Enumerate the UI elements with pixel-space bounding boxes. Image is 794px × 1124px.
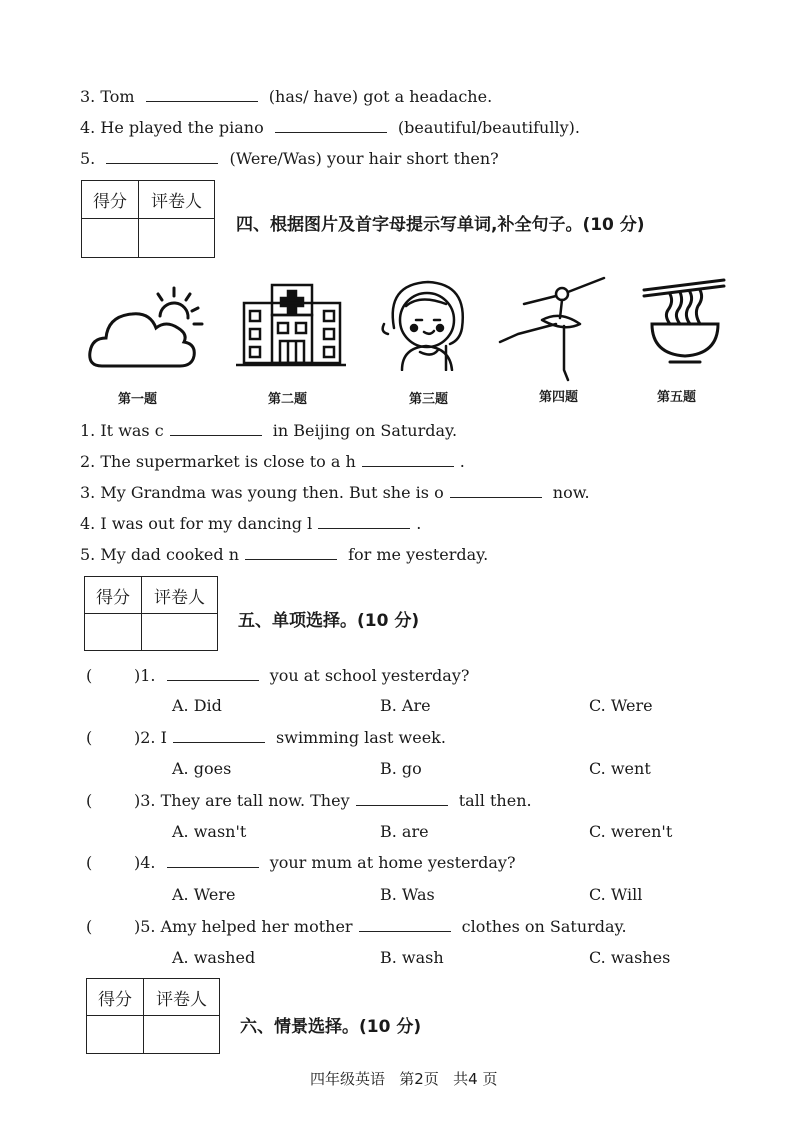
option-b[interactable]: B. Are	[380, 696, 431, 715]
s3-item-3: 3. Tom (has/ have) got a headache.	[80, 87, 493, 106]
answer-blank[interactable]	[318, 527, 410, 529]
ballet-dancer-icon	[498, 274, 608, 384]
answer-blank[interactable]	[362, 465, 454, 467]
option-b[interactable]: B. go	[380, 759, 422, 778]
score-cell[interactable]	[87, 1016, 144, 1054]
s4-item-3: 3. My Grandma was young then. But she is o now.	[80, 483, 590, 502]
picture-label-4: 第四题	[539, 390, 579, 405]
s4-item-5: 5. My dad cooked n for me yesterday.	[80, 545, 489, 564]
score-label: 得分	[87, 979, 144, 1016]
grader-cell[interactable]	[144, 1016, 220, 1054]
option-b[interactable]: B. Was	[380, 885, 435, 904]
answer-paren[interactable]: (	[86, 728, 93, 747]
grader-cell[interactable]	[139, 219, 215, 258]
s3-item-4: 4. He played the piano (beautiful/beautifully).	[80, 118, 580, 137]
option-c[interactable]: C. Will	[589, 885, 643, 904]
section6-title: 六、情景选择。(10 分)	[240, 1017, 422, 1037]
grandma-icon	[380, 276, 475, 371]
s5-question-4: )4. your mum at home yesterday?	[134, 853, 516, 872]
option-a[interactable]: A. washed	[172, 948, 256, 967]
answer-blank[interactable]	[275, 131, 387, 133]
score-box-section4	[81, 180, 215, 258]
grader-cell[interactable]	[142, 614, 218, 651]
s4-item-2: 2. The supermarket is close to a h .	[80, 452, 465, 471]
s4-item-4: 4. I was out for my dancing l .	[80, 514, 422, 533]
score-label: 得分	[82, 181, 139, 219]
option-a[interactable]: A. goes	[172, 759, 232, 778]
s4-item-1: 1. It was c in Beijing on Saturday.	[80, 421, 458, 440]
s3-item-5: 5. (Were/Was) your hair short then?	[80, 149, 499, 168]
answer-blank[interactable]	[450, 496, 542, 498]
grader-label: 评卷人	[139, 181, 215, 219]
grader-label: 评卷人	[144, 979, 220, 1016]
score-box-section5	[84, 576, 218, 651]
noodle-bowl-icon	[640, 276, 730, 366]
hospital-icon	[236, 283, 346, 368]
option-c[interactable]: C. went	[589, 759, 651, 778]
answer-blank[interactable]	[359, 930, 451, 932]
answer-paren[interactable]: (	[86, 853, 93, 872]
option-a[interactable]: A. Were	[172, 885, 236, 904]
picture-label-5: 第五题	[657, 390, 697, 405]
score-cell[interactable]	[82, 219, 139, 258]
answer-paren[interactable]: (	[86, 791, 93, 810]
answer-blank[interactable]	[167, 679, 259, 681]
s5-question-1: )1. you at school yesterday?	[134, 666, 470, 685]
answer-blank[interactable]	[170, 434, 262, 436]
option-b[interactable]: B. wash	[380, 948, 444, 967]
option-a[interactable]: A. wasn't	[172, 822, 247, 841]
s5-question-5: )5. Amy helped her mother clothes on Saturday.	[134, 917, 627, 936]
answer-blank[interactable]	[146, 100, 258, 102]
answer-blank[interactable]	[167, 866, 259, 868]
option-c[interactable]: C. Were	[589, 696, 653, 715]
option-c[interactable]: C. washes	[589, 948, 671, 967]
answer-blank[interactable]	[245, 558, 337, 560]
option-a[interactable]: A. Did	[172, 696, 222, 715]
s5-question-2: )2. I swimming last week.	[134, 728, 446, 747]
answer-paren[interactable]: (	[86, 666, 93, 685]
option-b[interactable]: B. are	[380, 822, 429, 841]
cloud-sun-icon	[88, 286, 213, 371]
picture-label-1: 第一题	[118, 392, 158, 407]
picture-label-2: 第二题	[268, 392, 308, 407]
score-cell[interactable]	[85, 614, 142, 651]
grader-label: 评卷人	[142, 577, 218, 614]
option-c[interactable]: C. weren't	[589, 822, 673, 841]
score-box-section6	[86, 978, 220, 1054]
answer-blank[interactable]	[356, 804, 448, 806]
answer-paren[interactable]: (	[86, 917, 93, 936]
section4-title: 四、根据图片及首字母提示写单词,补全句子。(10 分)	[236, 215, 645, 235]
answer-blank[interactable]	[173, 741, 265, 743]
score-label: 得分	[85, 577, 142, 614]
page-footer: 四年级英语 第2页 共4 页	[310, 1070, 498, 1088]
s5-question-3: )3. They are tall now. They tall then.	[134, 791, 532, 810]
answer-blank[interactable]	[106, 162, 218, 164]
picture-label-3: 第三题	[409, 392, 449, 407]
section5-title: 五、单项选择。(10 分)	[238, 611, 420, 631]
